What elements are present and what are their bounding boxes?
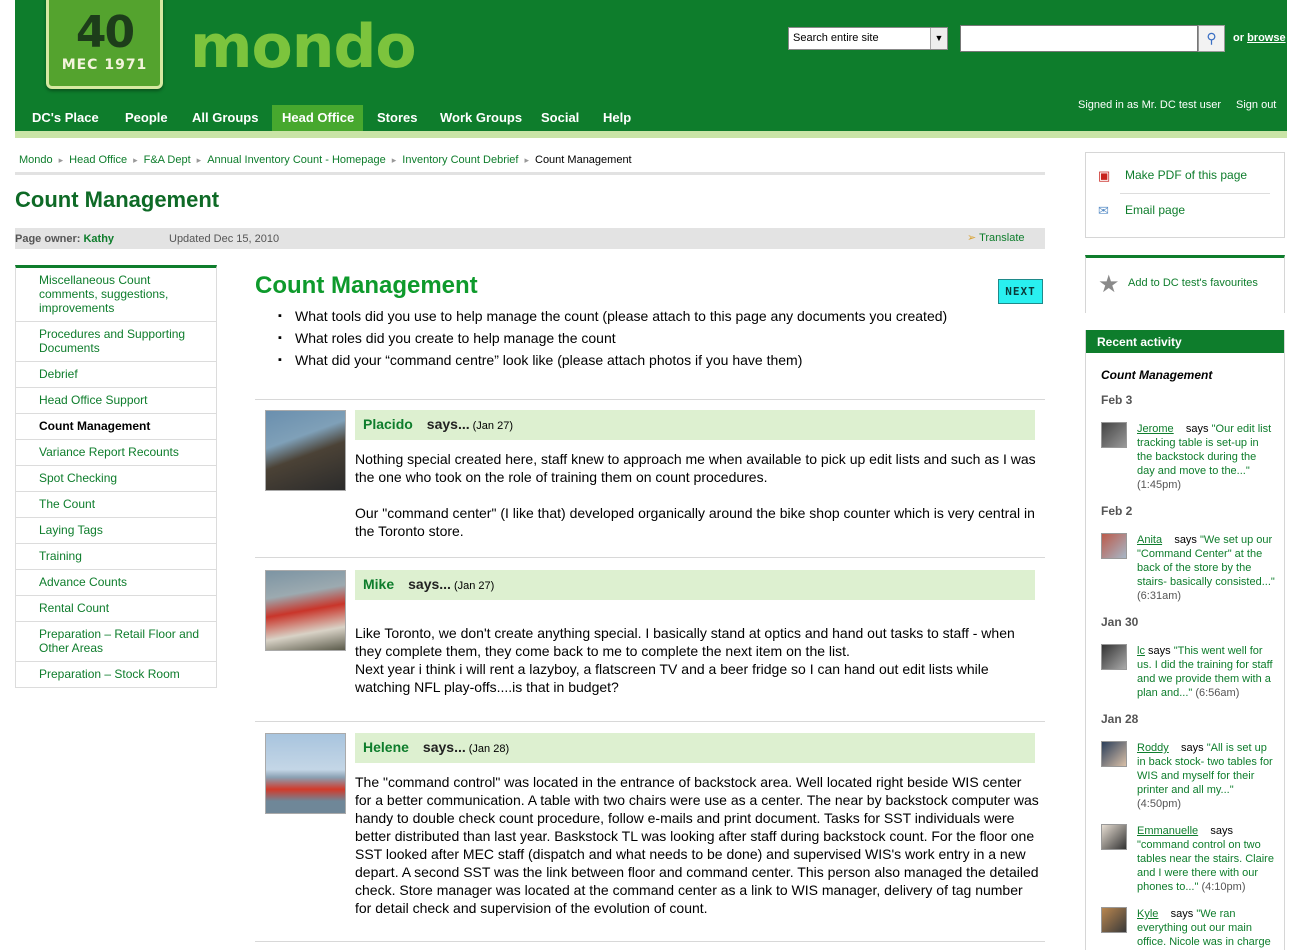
comment-date: (Jan 27) — [472, 420, 513, 432]
comment-paragraph: Our "command center" (I like that) developed organically around the bike shop counter which is very central in the Toronto store. — [355, 505, 1035, 539]
activity-time: (1:45pm) — [1137, 479, 1182, 491]
nav-work-groups[interactable]: Work Groups — [440, 110, 523, 125]
comment-body — [355, 773, 1040, 935]
question-list — [273, 307, 947, 373]
search-scope-select[interactable] — [788, 27, 948, 50]
activity-date: Feb 2 — [1101, 504, 1133, 518]
section-nav-item[interactable]: Miscellaneous Count comments, suggestions, improvements — [16, 268, 216, 322]
comment-paragraph: Next year i think i will rent a lazyboy, a flatscreen TV and a beer fridge so I can hand out edit lists while watching NFL play-offs....is that in budget? — [355, 661, 989, 695]
section-nav-item[interactable]: Preparation – Retail Floor and Other Areas — [16, 622, 216, 662]
breadcrumb-mondo[interactable]: Mondo — [19, 154, 53, 166]
nav-social[interactable]: Social — [541, 110, 580, 125]
section-nav-item[interactable]: Training — [16, 544, 216, 570]
divider — [255, 557, 1045, 558]
activity-says: says — [1170, 908, 1194, 920]
recent-activity-panel — [1085, 330, 1285, 950]
translate-link[interactable] — [967, 231, 1025, 244]
comment-paragraph: Like Toronto, we don't create anything special. I basically stand at optics and hand out tasks to staff - when they complete them, they come back to me to complete the next item on the list. — [355, 625, 1015, 659]
divider — [255, 399, 1045, 400]
mec-40-logo[interactable] — [46, 0, 163, 89]
logo-subtitle: MEC 1971 — [61, 57, 148, 73]
breadcrumb-divider — [15, 172, 1045, 175]
section-nav-item[interactable]: Rental Count — [16, 596, 216, 622]
activity-text — [1137, 824, 1277, 894]
section-nav — [15, 265, 217, 688]
comment-paragraph: Nothing special created here, staff knew to approach me when available to pick up edit lists and such as I was the one who took on the role of training them on count procedures. — [355, 451, 1036, 485]
comment-says: says... — [408, 576, 451, 592]
activity-time: (4:50pm) — [1137, 798, 1182, 810]
comment-body — [355, 450, 1040, 558]
main-nav — [15, 105, 640, 131]
activity-says: says — [1181, 742, 1204, 754]
comment-says: says... — [426, 416, 470, 432]
activity-date: Jan 30 — [1101, 615, 1139, 629]
content-title: Count Management — [255, 272, 478, 299]
nav-stores[interactable]: Stores — [377, 110, 418, 125]
translate-icon: ➢ — [967, 232, 977, 244]
email-page-link[interactable]: Email page — [1125, 203, 1186, 217]
activity-date: Feb 3 — [1101, 393, 1133, 407]
owner-link[interactable]: Kathy — [83, 233, 115, 245]
activity-snippet[interactable]: "We set up our "Command Center" at the back of the store by the stairs- basically consisted..." — [1137, 534, 1275, 588]
activity-time: (4:10pm) — [1201, 881, 1246, 893]
list-item: ▪ What roles did you create to help manage the count — [273, 329, 947, 347]
avatar[interactable] — [265, 733, 346, 814]
recent-activity-title: Count Management — [1101, 368, 1213, 382]
translate-label: Translate — [979, 232, 1025, 244]
breadcrumb-separator: ▸ — [524, 155, 529, 165]
comment-author[interactable]: Helene — [363, 739, 409, 755]
page-owner — [15, 233, 114, 245]
breadcrumb-separator: ▸ — [391, 155, 397, 165]
activity-says: says — [1148, 645, 1171, 657]
activity-user[interactable]: Anita — [1137, 534, 1163, 546]
sign-out-link[interactable]: Sign out — [1236, 99, 1277, 111]
activity-says: says — [1185, 423, 1209, 435]
activity-text — [1137, 741, 1277, 811]
avatar[interactable] — [265, 410, 346, 491]
avatar[interactable] — [1101, 824, 1127, 850]
chevron-down-icon[interactable]: ▼ — [930, 28, 947, 49]
recent-activity-heading: Recent activity — [1086, 330, 1284, 353]
activity-text — [1137, 907, 1277, 949]
nav-dcs-place[interactable]: DC's Place — [32, 110, 99, 125]
logo-number: 40 — [75, 7, 134, 58]
updated-date: Updated Dec 15, 2010 — [169, 233, 280, 245]
section-nav-item[interactable]: Advance Counts — [16, 570, 216, 596]
section-nav-item[interactable]: Head Office Support — [16, 388, 216, 414]
comment-header — [355, 410, 1035, 440]
breadcrumb-head-office[interactable]: Head Office — [69, 154, 128, 166]
header-underline — [15, 131, 1287, 138]
comment-author[interactable]: Mike — [363, 576, 395, 592]
avatar[interactable] — [1101, 741, 1127, 767]
star-icon[interactable]: ★ — [1098, 271, 1120, 298]
or-label: or — [1233, 32, 1244, 44]
avatar[interactable] — [1101, 533, 1127, 559]
activity-snippet[interactable]: "command control on two tables near the stairs. Claire and I were there with our phones to..." — [1137, 839, 1274, 893]
divider — [255, 721, 1045, 722]
signed-in-text: Signed in as Mr. DC test user — [1078, 99, 1222, 111]
owner-label: Page owner: — [15, 233, 81, 245]
activity-says: says — [1174, 534, 1197, 546]
page-title: Count Management — [15, 187, 220, 212]
breadcrumb-separator: ▸ — [133, 155, 138, 165]
avatar[interactable] — [265, 570, 346, 651]
activity-date: Jan 28 — [1101, 712, 1139, 726]
section-nav-item[interactable]: The Count — [16, 492, 216, 518]
comment-header — [355, 733, 1035, 763]
section-nav-item[interactable]: Procedures and Supporting Documents — [16, 322, 216, 362]
search-input[interactable] — [960, 25, 1198, 52]
avatar[interactable] — [1101, 907, 1127, 933]
avatar[interactable] — [1101, 422, 1127, 448]
activity-user[interactable]: Kyle — [1137, 908, 1159, 920]
email-icon: ✉ — [1098, 203, 1109, 218]
section-nav-item[interactable]: Laying Tags — [16, 518, 216, 544]
nav-head-office[interactable]: Head Office — [272, 105, 363, 131]
section-nav-item[interactable]: Debrief — [16, 362, 216, 388]
comment-paragraph: The "command control" was located in the entrance of backstock area. Well located right beside WIS center for a better communication. A table with two chairs were use as a center. The near by backstock computer was handy to double check count procedure, follow e-mails and print document. Tasks for SST individuals were better distributed than last year. Baskstock TL was looking after staff during backstock count. For the floor one SST looked after MEC staff (dispatch and what needs to be done) and supervised WIS's work entry in a new depart. A second SST was the link between floor and command center. This person also managed the detailed check. Store manager was located at the command center as a link to WIS manager, delivery of tag number for detail check and supervision of the evolution of count. — [355, 774, 1039, 916]
nav-people[interactable]: People — [125, 110, 168, 125]
activity-time: (6:56am) — [1195, 687, 1240, 699]
next-button[interactable]: NEXT — [998, 279, 1043, 304]
breadcrumb-annual-inventory[interactable]: Annual Inventory Count - Homepage — [207, 154, 386, 166]
section-nav-item[interactable]: Spot Checking — [16, 466, 216, 492]
or-browse — [1233, 32, 1286, 44]
avatar[interactable] — [1101, 644, 1127, 670]
breadcrumb-current: Count Management — [535, 154, 632, 166]
breadcrumb-separator: ▸ — [58, 155, 64, 165]
activity-text — [1137, 422, 1277, 492]
divider — [1120, 193, 1270, 194]
browse-link[interactable]: browse — [1247, 32, 1286, 44]
divider — [255, 941, 1045, 942]
breadcrumb-count-debrief[interactable]: Inventory Count Debrief — [402, 154, 519, 166]
comment-date: (Jan 27) — [453, 580, 495, 592]
mondo-wordmark[interactable]: mondo — [190, 12, 416, 82]
nav-all-groups[interactable]: All Groups — [192, 110, 259, 125]
section-nav-item[interactable]: Variance Report Recounts — [16, 440, 216, 466]
activity-says: says — [1210, 825, 1233, 837]
activity-user[interactable]: lc — [1137, 645, 1145, 657]
search-scope-value: Search entire site — [793, 32, 879, 44]
comment-author[interactable]: Placido — [363, 416, 413, 432]
list-item: ▪ What tools did you use to help manage the count (please attach to this page any documents you created) — [273, 307, 947, 325]
breadcrumb-separator: ▸ — [196, 155, 202, 165]
pdf-icon: ▣ — [1098, 168, 1111, 183]
activity-user[interactable]: Roddy — [1137, 742, 1169, 754]
comment-date: (Jan 28) — [468, 743, 510, 755]
breadcrumb — [19, 154, 632, 166]
comment-says: says... — [422, 739, 466, 755]
activity-time: (6:31am) — [1137, 590, 1182, 602]
activity-user[interactable]: Emmanuelle — [1137, 825, 1199, 837]
site-header — [15, 0, 1287, 131]
page-tools-box — [1085, 152, 1285, 238]
activity-text — [1137, 644, 1277, 700]
comment-header — [355, 570, 1035, 600]
comment-body — [355, 624, 1040, 714]
nav-help[interactable]: Help — [603, 110, 632, 125]
section-nav-item-current[interactable]: Count Management — [16, 414, 216, 440]
activity-snippet[interactable]: "Our edit list tracking table is set-up in the backstock during the day and move to the..." — [1137, 423, 1272, 477]
section-nav-item[interactable]: Preparation – Stock Room — [16, 662, 216, 688]
breadcrumb-fa-dept[interactable]: F&A Dept — [143, 154, 191, 166]
activity-snippet[interactable]: "This went well for us. I did the training for staff and we provide them with a plan and..." — [1137, 645, 1273, 699]
add-favourites-link[interactable]: Add to DC test's favourites — [1128, 277, 1258, 289]
page-owner-bar — [15, 228, 1045, 249]
search-icon[interactable]: ⚲ — [1198, 25, 1225, 52]
activity-text — [1137, 533, 1277, 603]
favourites-box — [1085, 255, 1285, 313]
make-pdf-link[interactable]: Make PDF of this page — [1125, 168, 1248, 182]
activity-user[interactable]: Jerome — [1137, 423, 1174, 435]
activity-snippet[interactable]: "All is set up in back stock- two tables for WIS and myself for their printer and all my..." — [1137, 742, 1273, 796]
activity-snippet[interactable]: "We ran everything out our main office. Nicole was in charge — [1137, 908, 1271, 948]
list-item: ▪ What did your “command centre” look like (please attach photos if you have them) — [273, 351, 947, 369]
